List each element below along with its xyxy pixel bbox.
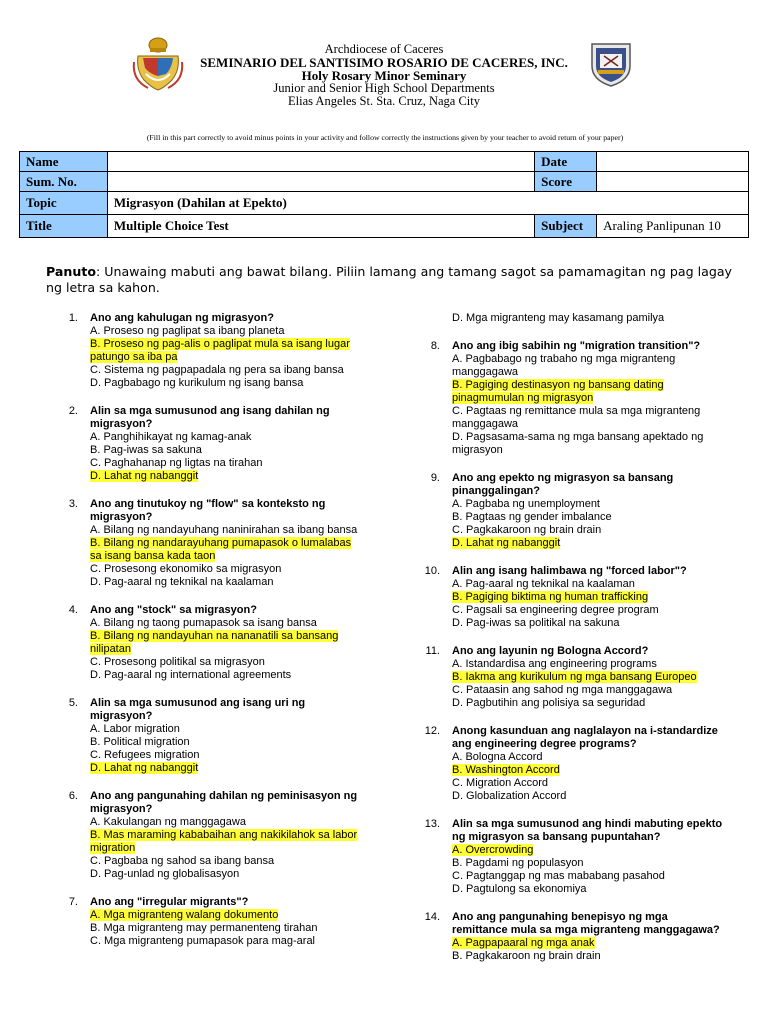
- option-line: [452, 578, 724, 591]
- option-line: [452, 312, 724, 325]
- question-number: 13.: [424, 818, 440, 830]
- option-line: [90, 325, 362, 338]
- answer-option[interactable]: A. Panghihikayat ng kamag-anak: [90, 431, 252, 443]
- answer-option[interactable]: A. Pagbaba ng unemployment: [452, 498, 600, 510]
- score-label: Score: [535, 172, 597, 192]
- option-line: [90, 909, 362, 922]
- question-item: [62, 604, 362, 682]
- option-line: [452, 353, 724, 379]
- question-item: [424, 472, 724, 550]
- header-departments: Junior and Senior High School Departments: [273, 81, 495, 95]
- question-text: Ano ang "stock" sa migrasyon?: [90, 604, 257, 616]
- option-line: [90, 749, 362, 762]
- answer-option[interactable]: C. Pagtaas ng remittance mula sa mga migranteng manggagawa: [452, 405, 701, 430]
- question-number: 8.: [430, 340, 440, 352]
- option-line: [452, 511, 724, 524]
- answer-option[interactable]: A. Proseso ng paglipat sa ibang planeta: [90, 325, 285, 337]
- answer-option[interactable]: D. Pag-aaral ng teknikal na kaalaman: [90, 576, 274, 588]
- question-number: 3.: [68, 498, 78, 510]
- option-line: [452, 431, 724, 457]
- question-item: [424, 818, 724, 896]
- answer-option[interactable]: C. Paghahanap ng ligtas na tirahan: [90, 457, 263, 469]
- question-text: Alin sa mga sumusunod ang hindi mabuting epekto ng migrasyon sa bansang pupuntahan?: [452, 818, 723, 843]
- option-line: [452, 498, 724, 511]
- question-item: [424, 911, 724, 963]
- question-item: [62, 697, 362, 775]
- title-value: Multiple Choice Test: [107, 215, 534, 238]
- option-line: [90, 524, 362, 537]
- answer-option-highlighted[interactable]: B. Pagiging destinasyon ng bansang dating pinagmumulan ng migrasyon: [452, 379, 664, 404]
- option-line: [452, 379, 724, 405]
- option-line: [90, 829, 362, 855]
- option-line: [90, 736, 362, 749]
- option-line: [452, 870, 724, 883]
- answer-option-highlighted[interactable]: A. Pagpapaaral ng mga anak: [452, 937, 595, 949]
- header-seminary: Holy Rosary Minor Seminary: [301, 68, 467, 83]
- option-line: [452, 844, 724, 857]
- option-line: [90, 816, 362, 829]
- title-label: Title: [20, 215, 108, 238]
- option-line: [452, 604, 724, 617]
- answer-option[interactable]: D. Globalization Accord: [452, 790, 567, 802]
- option-line: [90, 444, 362, 457]
- answer-option-highlighted[interactable]: A. Mga migranteng walang dokumento: [90, 909, 279, 921]
- name-field[interactable]: [107, 152, 534, 172]
- option-line: [452, 697, 724, 710]
- answer-option-highlighted[interactable]: D. Lahat ng nabanggit: [90, 470, 199, 482]
- question-number: 14.: [424, 911, 440, 923]
- name-label: Name: [20, 152, 108, 172]
- question-number: 5.: [68, 697, 78, 709]
- student-info-table: [19, 151, 749, 238]
- option-line: [452, 658, 724, 671]
- question-text: Ano ang epekto ng migrasyon sa bansang pinanggalingan?: [452, 472, 674, 497]
- option-line: [90, 656, 362, 669]
- question-item: [62, 790, 362, 881]
- answer-option-highlighted[interactable]: B. Bilang ng nandarayuhang pumapasok o lumalabas sa isang bansa kada taon: [90, 537, 352, 562]
- question-number: 11.: [425, 645, 440, 657]
- subject-label: Subject: [535, 215, 597, 238]
- option-line: [90, 338, 362, 364]
- instruction-note: (Fill in this part correctly to avoid minus points in your activity and follow correctly the instructions given by your teacher to avoid return of your paper): [146, 133, 624, 142]
- option-line: [90, 922, 362, 935]
- answer-option[interactable]: B. Political migration: [90, 736, 190, 748]
- question-text: Alin ang isang halimbawa ng "forced labor"?: [452, 565, 687, 577]
- option-line: [90, 431, 362, 444]
- option-line: [452, 857, 724, 870]
- question-item: [62, 405, 362, 483]
- option-line: [90, 364, 362, 377]
- answer-option[interactable]: A. Bologna Accord: [452, 751, 543, 763]
- question-item: [424, 340, 724, 457]
- option-line: [90, 537, 362, 563]
- option-line: [90, 563, 362, 576]
- answer-option[interactable]: B. Pag-iwas sa sakuna: [90, 444, 202, 456]
- answer-option[interactable]: A. Pagbabago ng trabaho ng mga migranteng manggagawa: [452, 353, 676, 378]
- option-line: [90, 630, 362, 656]
- answer-option[interactable]: B. Pagkakaroon ng brain drain: [452, 950, 601, 962]
- option-line: [90, 470, 362, 483]
- answer-option[interactable]: C. Prosesong politikal sa migrasyon: [90, 656, 265, 668]
- question-text: Ano ang layunin ng Bologna Accord?: [452, 645, 649, 657]
- question-number: 2.: [68, 405, 78, 417]
- option-line: [90, 377, 362, 390]
- answer-option-highlighted[interactable]: A. Overcrowding: [452, 844, 534, 856]
- question-number: 12.: [424, 725, 440, 737]
- answer-option-highlighted[interactable]: D. Lahat ng nabanggit: [90, 762, 199, 774]
- answer-option-highlighted[interactable]: B. Pagiging biktima ng human trafficking: [452, 591, 649, 603]
- answer-option[interactable]: C. Pataasin ang sahod ng mga manggagawa: [452, 684, 673, 696]
- option-line: [452, 751, 724, 764]
- option-line: [452, 591, 724, 604]
- answer-option-highlighted[interactable]: B. Iakma ang kurikulum ng mga bansang Europeo: [452, 671, 697, 683]
- answer-option[interactable]: C. Pagkakaroon ng brain drain: [452, 524, 602, 536]
- answer-option[interactable]: C. Pagtanggap ng mas mababang pasahod: [452, 870, 665, 882]
- answer-option[interactable]: A. Kakulangan ng manggagawa: [90, 816, 246, 828]
- header-address: Elias Angeles St. Sta. Cruz, Naga City: [288, 94, 480, 108]
- date-label: Date: [535, 152, 597, 172]
- topic-label: Topic: [20, 192, 108, 215]
- option-line: [90, 457, 362, 470]
- option-line: [90, 617, 362, 630]
- option-line: [452, 405, 724, 431]
- answer-option[interactable]: A. Pag-aaral ng teknikal na kaalaman: [452, 578, 635, 590]
- answer-option[interactable]: B. Pagdami ng populasyon: [452, 857, 584, 869]
- option-line: [452, 790, 724, 803]
- question-item: [62, 312, 362, 390]
- topic-value: Migrasyon (Dahilan at Epekto): [107, 192, 748, 215]
- answer-option[interactable]: D. Pagsasama-sama ng mga bansang apektado ng migrasyon: [452, 431, 704, 456]
- sumno-field[interactable]: [107, 172, 534, 192]
- subject-value: Araling Panlipunan 10: [597, 215, 749, 238]
- question-item: [424, 645, 724, 710]
- instructions: [46, 264, 736, 296]
- question-number: 4.: [68, 604, 78, 616]
- question-text: Ano ang "irregular migrants"?: [90, 896, 249, 908]
- option-line: [90, 669, 362, 682]
- question-number: 10.: [424, 565, 440, 577]
- answer-option[interactable]: C. Mga migranteng pumapasok para mag-aral: [90, 935, 316, 947]
- answer-option[interactable]: B. Mga migranteng may permanenteng tirahan: [90, 922, 318, 934]
- option-line: [90, 935, 362, 948]
- answer-option[interactable]: A. Labor migration: [90, 723, 180, 735]
- option-line: [90, 868, 362, 881]
- question-text: Ano ang kahulugan ng migrasyon?: [90, 312, 274, 324]
- answer-option[interactable]: D. Pagbutihin ang polisiya sa seguridad: [452, 697, 646, 709]
- question-item: [62, 896, 362, 948]
- answer-option[interactable]: C. Prosesong ekonomiko sa migrasyon: [90, 563, 282, 575]
- answer-option[interactable]: D. Pag-unlad ng globalisasyon: [90, 868, 240, 880]
- question-item: [62, 498, 362, 589]
- instructions-label: Panuto: [46, 264, 96, 279]
- answer-option[interactable]: D. Pag-aaral ng international agreements: [90, 669, 292, 681]
- question-text: Ano ang pangunahing dahilan ng peminisasyon ng migrasyon?: [90, 790, 358, 815]
- question-text: Alin sa mga sumusunod ang isang dahilan ng migrasyon?: [90, 405, 330, 430]
- answer-option[interactable]: C. Sistema ng pagpapadala ng pera sa ibang bansa: [90, 364, 344, 376]
- option-line: [452, 937, 724, 950]
- answer-option-highlighted[interactable]: B. Proseso ng pag-alis o paglipat mula sa isang lugar patungo sa iba pa: [90, 338, 350, 363]
- option-line: [90, 855, 362, 868]
- questions-right-column: [424, 312, 724, 978]
- score-field[interactable]: [597, 172, 749, 192]
- sumno-label: Sum. No.: [20, 172, 108, 192]
- question-continuation: [424, 312, 724, 325]
- option-line: [452, 617, 724, 630]
- option-line: [452, 950, 724, 963]
- question-text: Ano ang ibig sabihin ng "migration transition"?: [452, 340, 701, 352]
- option-line: [90, 762, 362, 775]
- header-school-name: SEMINARIO DEL SANTISIMO ROSARIO DE CACERES, INC.: [200, 55, 568, 70]
- answer-option[interactable]: A. Bilang ng taong pumapasok sa isang bansa: [90, 617, 317, 629]
- option-line: [452, 684, 724, 697]
- answer-option-highlighted[interactable]: B. Bilang ng nandayuhan na nananatili sa bansang nilipatan: [90, 630, 339, 655]
- question-number: 1.: [68, 312, 78, 324]
- answer-option-highlighted[interactable]: B. Washington Accord: [452, 764, 560, 776]
- question-text: Ano ang pangunahing benepisyo ng mga remittance mula sa mga migranteng manggagawa?: [452, 911, 720, 936]
- option-line: [90, 723, 362, 736]
- question-item: [424, 725, 724, 803]
- answer-option[interactable]: C. Pagbaba ng sahod sa ibang bansa: [90, 855, 275, 867]
- answer-option-highlighted[interactable]: B. Mas maraming kababaihan ang nakikilahok sa labor migration: [90, 829, 358, 854]
- date-field[interactable]: [597, 152, 749, 172]
- answer-option[interactable]: D. Pag-iwas sa politikal na sakuna: [452, 617, 620, 629]
- option-line: [452, 671, 724, 684]
- answer-option-highlighted[interactable]: D. Lahat ng nabanggit: [452, 537, 561, 549]
- answer-option[interactable]: A. Bilang ng nandayuhang naninirahan sa ibang bansa: [90, 524, 358, 536]
- answer-option[interactable]: D. Mga migranteng may kasamang pamilya: [452, 312, 665, 324]
- option-line: [452, 883, 724, 896]
- question-text: Alin sa mga sumusunod ang isang uri ng migrasyon?: [90, 697, 306, 722]
- header-archdiocese: Archdiocese of Caceres: [324, 42, 444, 56]
- answer-option[interactable]: C. Migration Accord: [452, 777, 548, 789]
- answer-option[interactable]: B. Pagtaas ng gender imbalance: [452, 511, 612, 523]
- answer-option[interactable]: C. Refugees migration: [90, 749, 200, 761]
- question-text: Anong kasunduan ang naglalayon na i-standardize ang engineering degree programs?: [452, 725, 718, 750]
- answer-option[interactable]: D. Pagbabago ng kurikulum ng isang bansa: [90, 377, 304, 389]
- question-number: 9.: [430, 472, 440, 484]
- option-line: [452, 764, 724, 777]
- questions-left-column: [62, 312, 362, 963]
- option-line: [452, 537, 724, 550]
- question-item: [424, 565, 724, 630]
- question-number: 6.: [68, 790, 78, 802]
- answer-option[interactable]: D. Pagtulong sa ekonomiya: [452, 883, 587, 895]
- option-line: [452, 524, 724, 537]
- instructions-text: : Unawaing mabuti ang bawat bilang. Piliin lamang ang tamang sagot sa pamamagitan ng pag lagay ng letra sa kahon.: [46, 264, 732, 295]
- question-number: 7.: [68, 896, 78, 908]
- option-line: [452, 777, 724, 790]
- option-line: [90, 576, 362, 589]
- answer-option[interactable]: C. Pagsali sa engineering degree program: [452, 604, 659, 616]
- question-text: Ano ang tinutukoy ng "flow" sa konteksto ng migrasyon?: [90, 498, 326, 523]
- answer-option[interactable]: A. Istandardisa ang engineering programs: [452, 658, 657, 670]
